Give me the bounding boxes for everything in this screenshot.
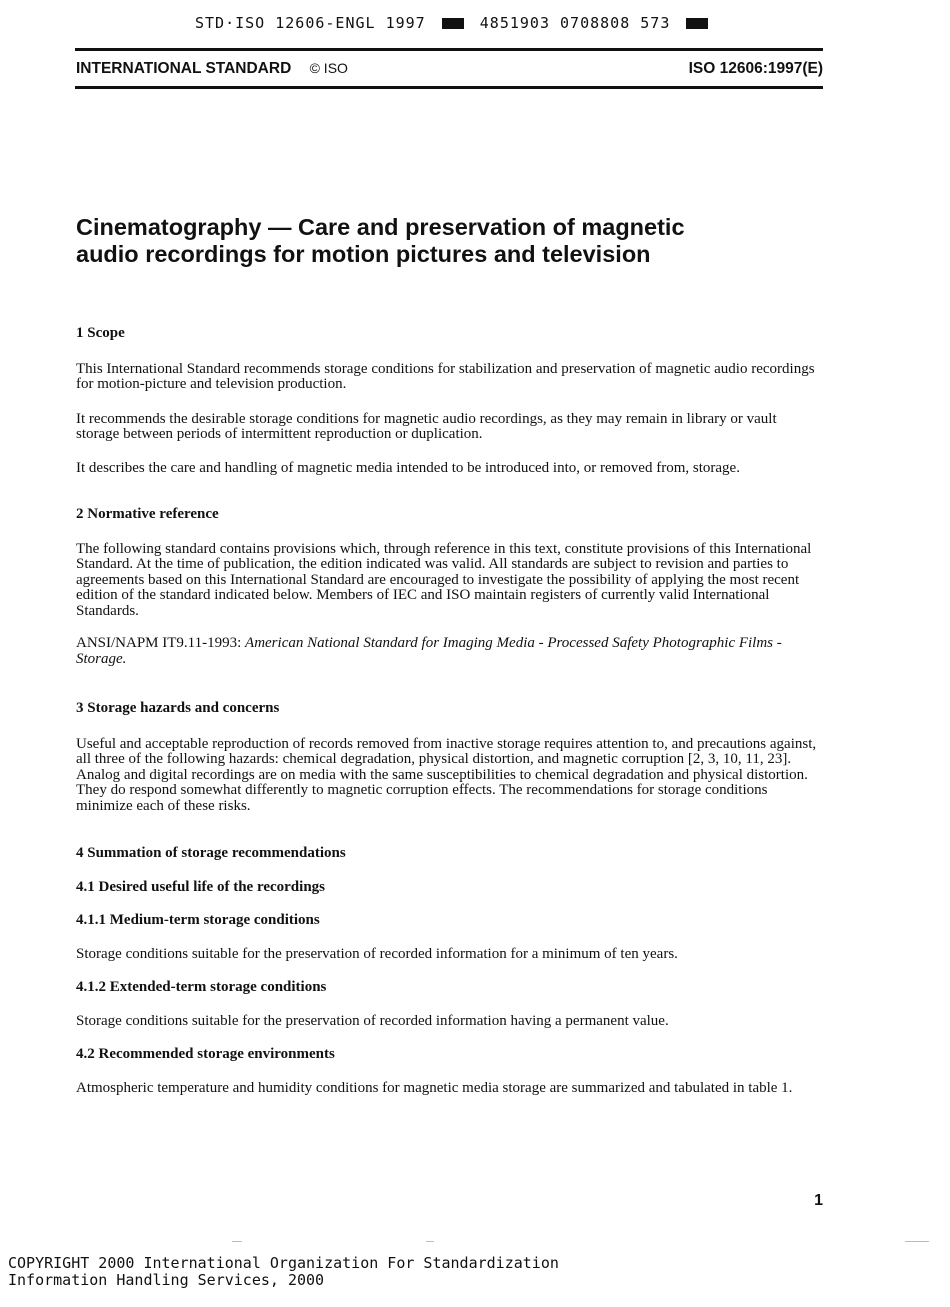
- header-iso-mark: © ISO: [309, 60, 348, 76]
- header-rule-bottom: [75, 86, 823, 89]
- page-title: [76, 214, 836, 268]
- paragraph-4-1-1: Storage conditions suitable for the preservation of recorded information for a minimum of ten years.: [76, 945, 678, 962]
- copyright-line-2: Information Handling Services, 2000: [8, 1271, 325, 1289]
- section-heading-scope: 1 Scope: [76, 325, 125, 341]
- stamp-block-icon: [686, 18, 708, 29]
- scan-mark: [426, 1241, 434, 1242]
- subsection-heading-4-1-2: 4.1.2 Extended-term storage conditions: [76, 979, 327, 995]
- paragraph-4-1-2: Storage conditions suitable for the preservation of recorded information having a permanent value.: [76, 1012, 669, 1029]
- header-rule-top: [75, 48, 823, 51]
- subsection-heading-4-2: 4.2 Recommended storage environments: [76, 1046, 335, 1062]
- header-left: [76, 60, 348, 78]
- document-stamp: [195, 14, 714, 32]
- section-heading-summation: 4 Summation of storage recommendations: [76, 845, 346, 861]
- section-heading-normative: 2 Normative reference: [76, 506, 219, 522]
- scan-mark: [232, 1241, 242, 1242]
- stamp-block-icon: [442, 18, 464, 29]
- hazards-paragraph: Useful and acceptable reproduction of records removed from inactive storage requires attention to, and precautions against, all three of the following hazards: chemical degradation, physical distortion, and magnetic corruption [2, 3, 10, 11, 23]. Analog and digital recordings are on media with the same susceptibilities to chemical degradation and physical distortion. They do respond somewhat differently to magnetic corruption effects. The recommendations for storage conditions minimize each of these risks.: [76, 735, 817, 814]
- subsection-heading-4-1-1: 4.1.1 Medium-term storage conditions: [76, 912, 320, 928]
- document-body: [76, 326, 821, 1096]
- scan-mark: [905, 1241, 929, 1242]
- reference-title: American National Standard for Imaging Media - Processed Safety Photographic Films - Storage.: [76, 635, 782, 667]
- paragraph-4-2: Atmospheric temperature and humidity conditions for magnetic media storage are summarized and tabulated in table 1.: [76, 1079, 793, 1096]
- copyright-notice: [8, 1255, 559, 1289]
- header-doc-number: ISO 12606:1997(E): [688, 60, 823, 77]
- scope-paragraph-2: It recommends the desirable storage conditions for magnetic audio recordings, as they may remain in library or vault storage between periods of intermittent reproduction or duplication.: [76, 410, 777, 442]
- scope-paragraph-1: This International Standard recommends storage conditions for stabilization and preservation of magnetic audio recordings for motion-picture and television production.: [76, 360, 815, 392]
- page-number: 1: [814, 1192, 823, 1209]
- reference-code: ANSI/NAPM IT9.11-1993:: [76, 635, 246, 651]
- normative-paragraph: The following standard contains provisions which, through reference in this text, constitute provisions of this International Standard. At the time of publication, the edition indicated was valid. All standards are subject to revision and parties to agreements based on this International Standard are encouraged to investigate the possibility of applying the most recent edition of the standard indicated below. Members of IEC and ISO maintain registers of currently valid International Standards.: [76, 540, 812, 619]
- subsection-heading-4-1: 4.1 Desired useful life of the recordings: [76, 878, 326, 895]
- title-line-2: audio recordings for motion pictures and television: [76, 241, 651, 267]
- header-standard-label: INTERNATIONAL STANDARD: [76, 60, 292, 77]
- copyright-line-1: COPYRIGHT 2000 International Organization For Standardization: [8, 1254, 559, 1272]
- section-heading-hazards: 3 Storage hazards and concerns: [76, 700, 280, 716]
- title-line-1: Cinematography — Care and preservation of magnetic: [76, 214, 685, 240]
- stamp-number: 4851903 0708808 573: [479, 14, 671, 32]
- stamp-doc-code: STD·ISO 12606-ENGL 1997: [195, 14, 426, 32]
- normative-reference-item: [76, 636, 821, 667]
- scope-paragraph-3: It describes the care and handling of magnetic media intended to be introduced into, or removed from, storage.: [76, 459, 740, 476]
